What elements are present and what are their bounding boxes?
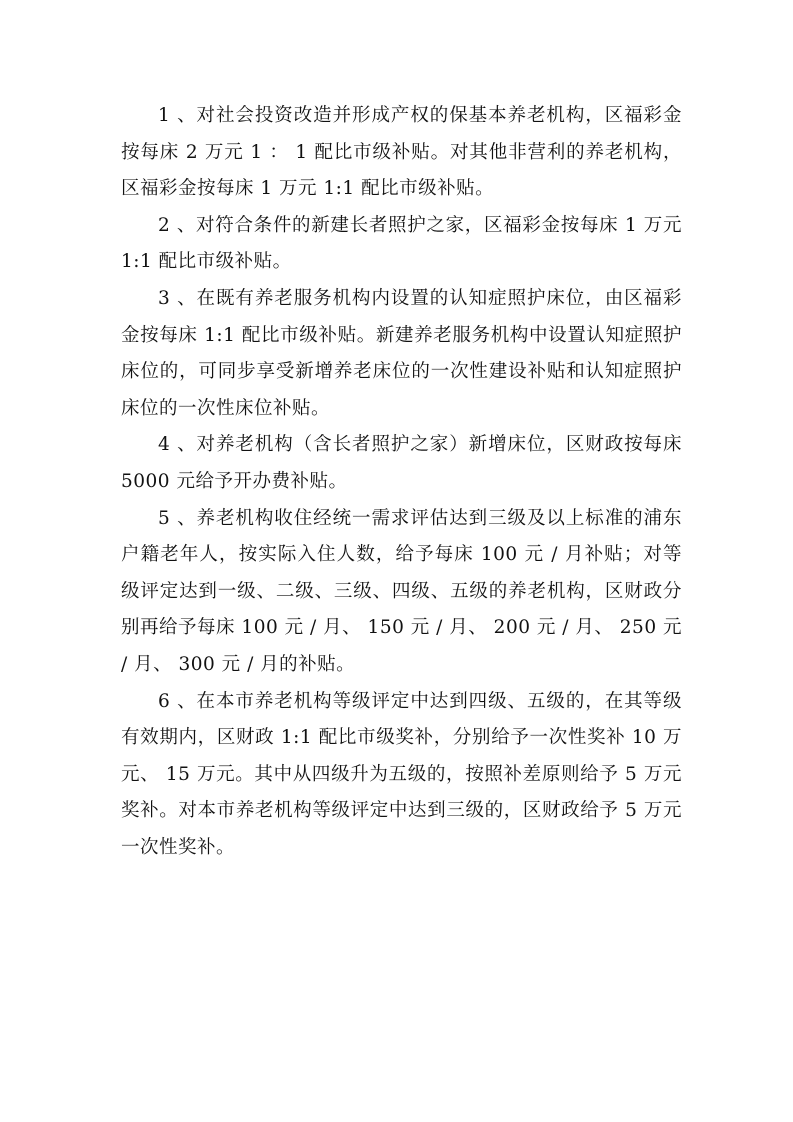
paragraph-4: 4 、对养老机构（含长者照护之家）新增床位，区财政按每床 5000 元给予开办费补贴。 <box>121 434 682 492</box>
paragraph-1: 1 、对社会投资改造并形成产权的保基本养老机构，区福彩金按每床 2 万元 1 ： 1 配比市级补贴。对其他非营利的养老机构，区福彩金按每床 1 万元 1:1 配比市级补贴。 <box>121 105 682 200</box>
paragraph-3: 3 、在既有养老服务机构内设置的认知症照护床位，由区福彩金按每床 1:1 配比市级补贴。新建养老服务机构中设置认知症照护床位的，可同步享受新增养老床位的一次性建设补贴和认知症照护床位的一次性床位补贴。 <box>121 287 682 419</box>
paragraph-2: 2 、对符合条件的新建长者照护之家，区福彩金按每床 1 万元 1:1 配比市级补贴。 <box>121 214 682 273</box>
paragraph-6: 6 、在本市养老机构等级评定中达到四级、五级的，在其等级有效期内，区财政 1:1 配比市级奖补，分别给予一次性奖补 10 万元、 15 万元。其中从四级升为五级的，按照补差原则给予 5 万元奖补。对本市养老机构等级评定中达到三级的，区财政给予 5 万元一次性奖补。 <box>121 690 682 858</box>
paragraph-5: 5 、养老机构收住经统一需求评估达到三级及以上标准的浦东户籍老年人，按实际入住人数，给予每床 100 元 / 月补贴；对等级评定达到一级、二级、三级、四级、五级的养老机构，区财政分别再给予每床 100 元 / 月、 150 元 / 月、 200 元 / 月、 250 元 / 月、 300 元 / 月的补贴。 <box>121 507 682 675</box>
document-body <box>121 98 682 866</box>
